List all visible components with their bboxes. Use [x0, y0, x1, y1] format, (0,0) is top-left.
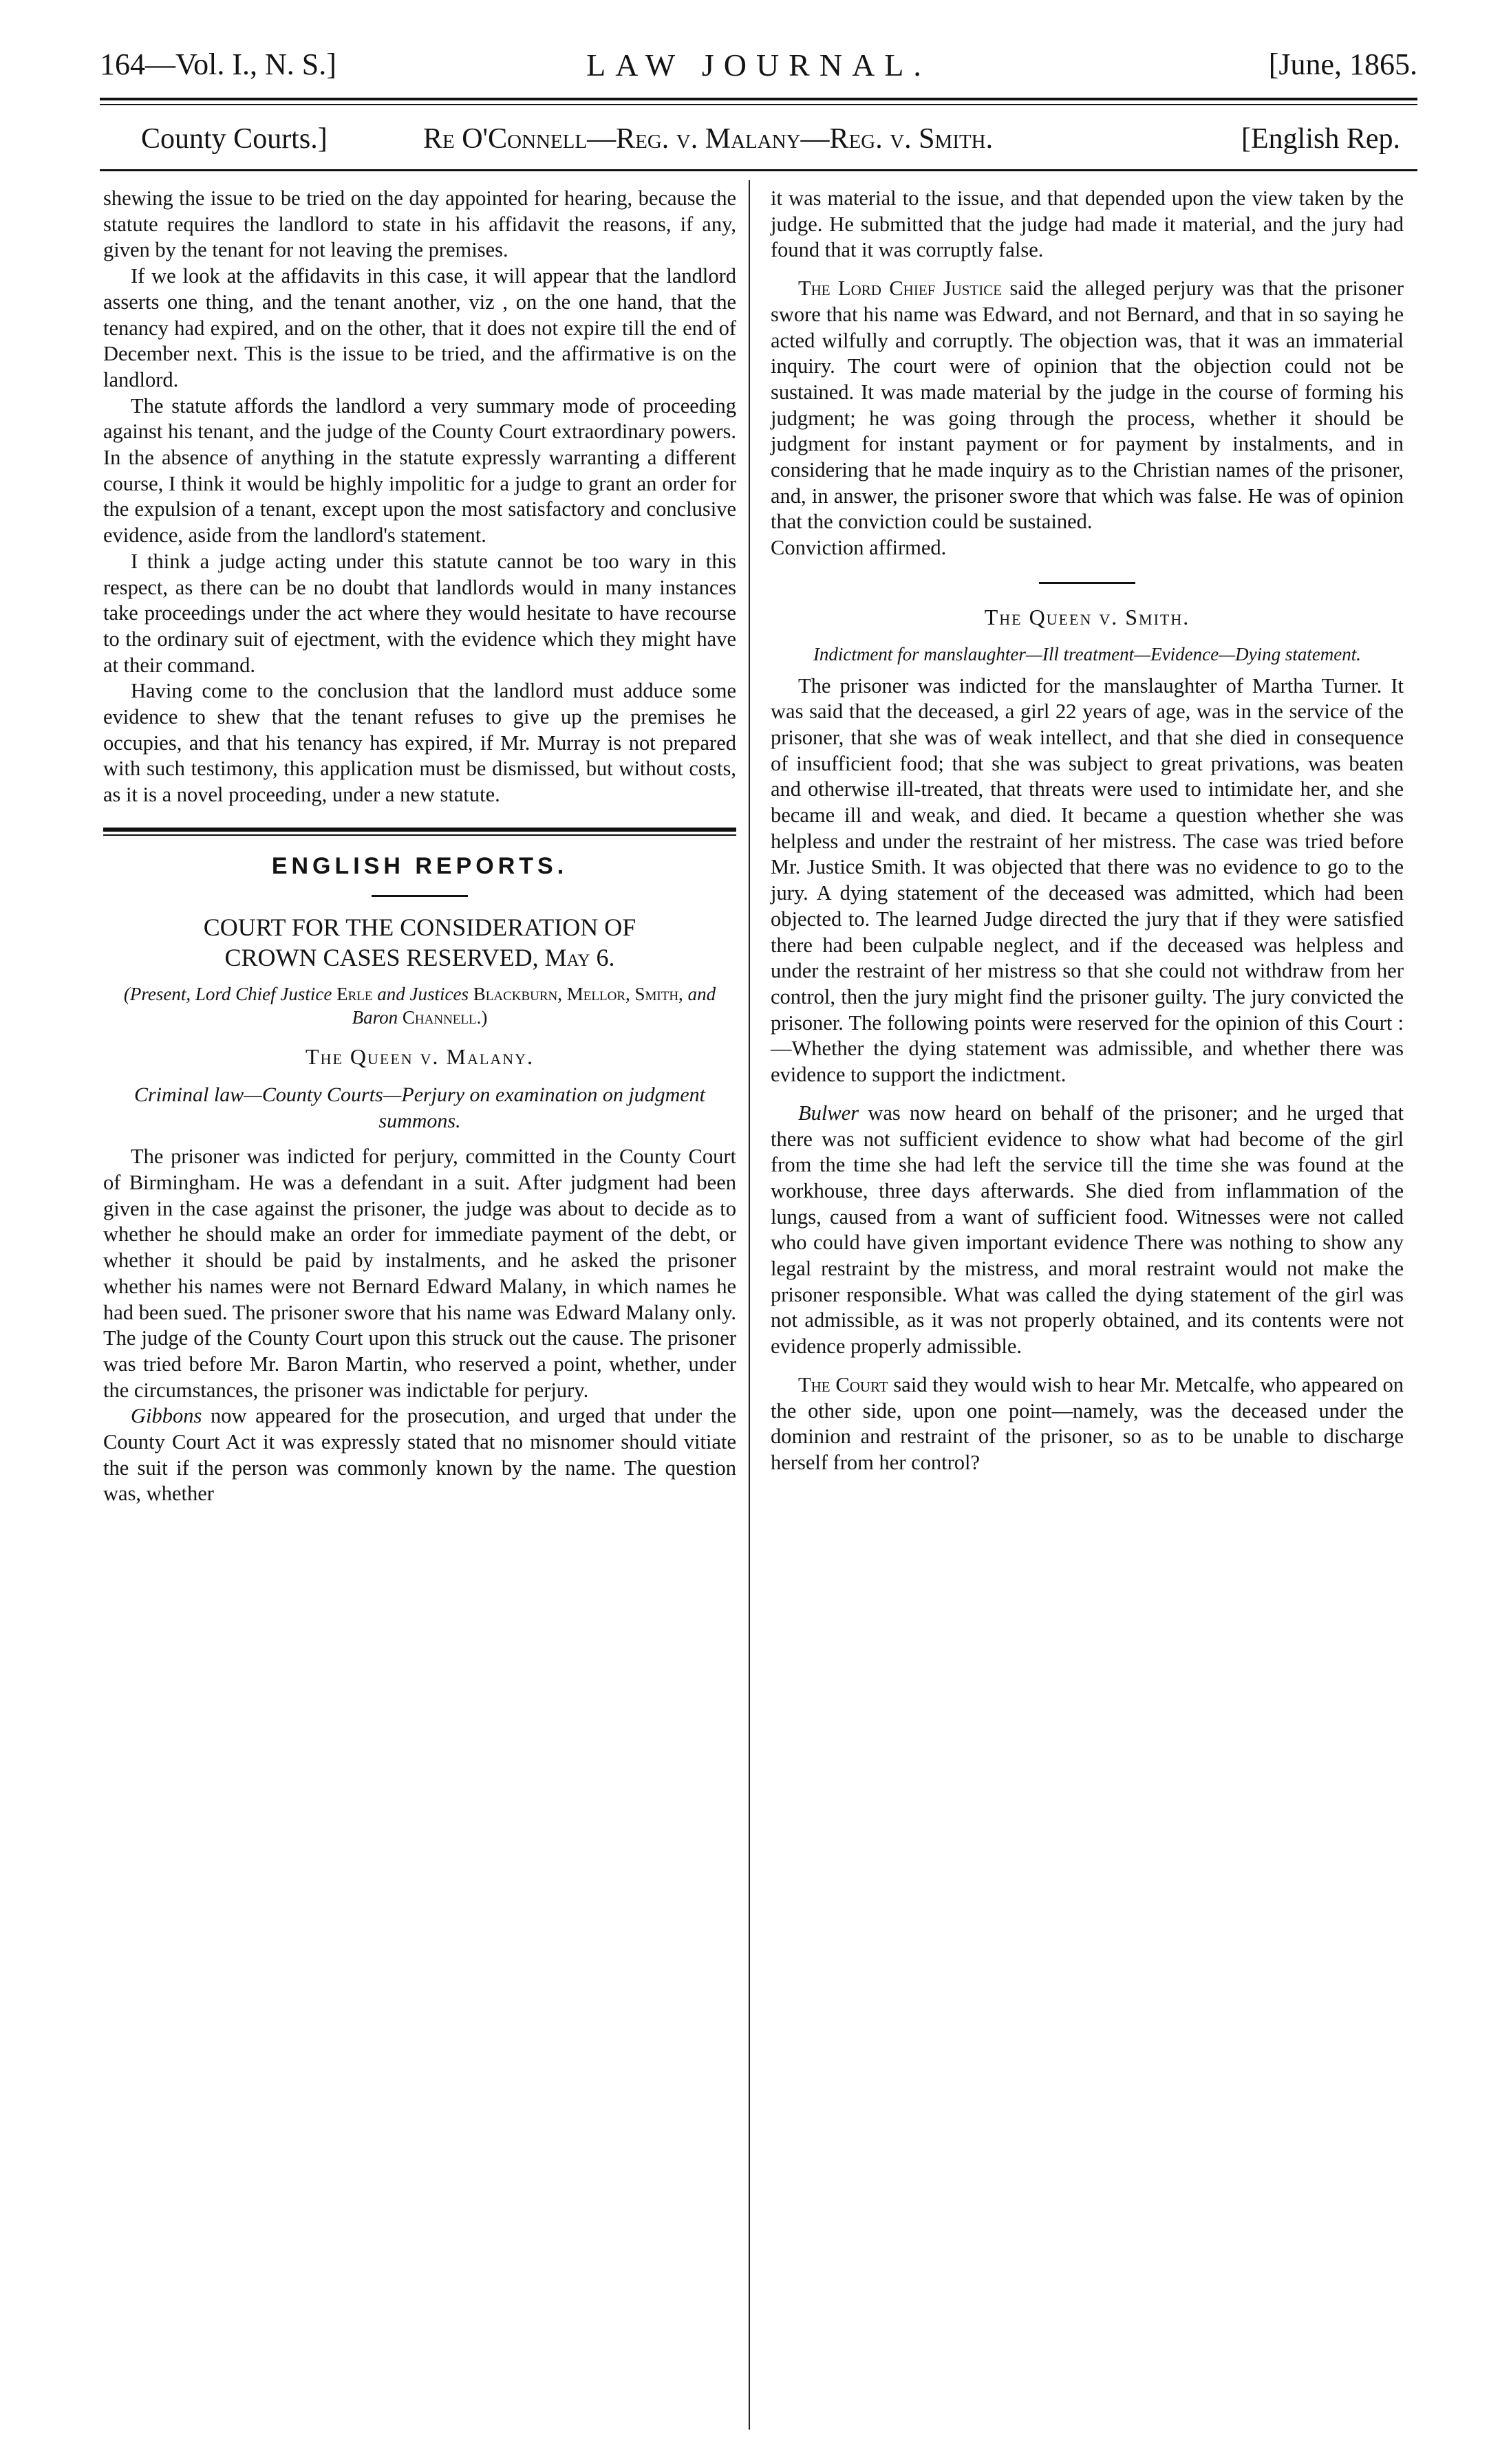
- paragraph: [771, 1372, 1404, 1476]
- court-heading-text: CROWN CASES RESERVED,: [224, 943, 539, 971]
- header-double-rule: [100, 98, 1417, 105]
- paragraph-text: now appeared for the prosecution, and urged that under the County Court Act it was expressly stated that no misnomer should vitiate the suit if the person was commonly known by the name. The question was, whether: [103, 1404, 736, 1506]
- paragraph: If we look at the affidavits in this case, it will appear that the landlord asserts one thing, and the tenant another, viz , on the one hand, that the tenancy had expired, and on the other, that it does not expire till the end of December next. This is the issue to be tried, and the affirmative is on the landlord.: [103, 264, 736, 391]
- present-title: Lord Chief Justice: [195, 983, 332, 1004]
- catchwords: Indictment for manslaughter—Ill treatment—Evidence—Dying statement.: [813, 643, 1362, 664]
- paragraph: [771, 276, 1404, 535]
- paragraph: Conviction affirmed.: [771, 536, 947, 560]
- short-rule: [1039, 582, 1135, 584]
- column-divider: [749, 180, 750, 2430]
- paragraph: The prisoner was indicted for the manslaughter of Martha Turner. It was said that the deceased, a girl 22 years of age, was in the service of the prisoner, that she was of weak intellect, and that she died in consequence of insufficient food; that she was subject to great privations, was beaten and otherwise ill-treated, that threats were used to intimidate her, and she became ill and weak, and died. It became a question whether she was helpless and under the restraint of her mistress. The case was tried before Mr. Justice Smith. It was objected that there was no evidence to go to the jury. A dying statement of the deceased was admitted, which had been objected to. The learned Judge directed the jury that if they were satisfied there had been culpable neglect, and if the deceased was helpless and under the restraint of her mistress so that she could not withdraw from her control, then the jury might find the prisoner guilty. The jury convicted the prisoner. The following points were reserved for the opinion of this Court :—Whether the dying statement was admissible, and whether there was evidence to support the indictment.: [771, 673, 1404, 1087]
- right-column: [771, 186, 1404, 1476]
- present-label: (Present,: [123, 983, 191, 1004]
- paragraph: [103, 1403, 736, 1507]
- present-judges: [117, 982, 722, 1029]
- section-subheader: [100, 122, 1417, 164]
- left-column: [103, 186, 736, 1507]
- paragraph: I think a judge acting under this statute cannot be too wary in this respect, as there can be no doubt that landlords would in many instances take proceedings under the act where they would hesitate to have recourse to the ordinary suit of ejectment, with the evidence which they might have at their command.: [103, 549, 736, 677]
- counsel-name: Bulwer: [798, 1101, 859, 1125]
- english-reports-banner: ENGLISH REPORTS.: [271, 852, 568, 879]
- case-names-header: Re O'Connell—Reg. v. Malany—Reg. v. Smith.: [423, 123, 994, 155]
- short-rule: [372, 895, 468, 897]
- running-head: [100, 47, 1417, 95]
- issue-date: [June, 1865.: [1268, 47, 1417, 81]
- court-heading: [103, 912, 736, 973]
- present-connector: and: [687, 983, 716, 1004]
- paragraph-text: said the alleged perjury was that the prisoner swore that his name was Edward, and not Bernard, and that in so saying he acted wilfully and corruptly. The objection was, that it was an immaterial inquiry. The court were of opinion that the objection could not be sustained. It was made material by the judge in the course of forming his judgment; he was going through the process, whether it should be judgment for instant payment or for payment by instalments, and in considering that he made inquiry as to the Christian names of the prisoner, and, in answer, the prisoner swore that which was false. He was of opinion that the conviction could be sustained.: [771, 277, 1404, 534]
- subheader-rule: [100, 169, 1417, 171]
- paragraph: The prisoner was indicted for perjury, committed in the County Court of Birmingham. He was a defendant in a suit. After judgment had been given in the case against the prisoner, the judge was about to decide as to whether he should make an order for immediate payment of the debt, or whether it should be paid by instalments, and he asked the prisoner whether his names were not Bernard Edward Malany, in which names he had been sued. The prisoner swore that his name was Edward Malany only. The judge of the County Court upon this struck out the cause. The prisoner was tried before Mr. Baron Martin, who reserved a point, whether, under the circumstances, the prisoner was indictable for perjury.: [103, 1145, 736, 1402]
- court-heading-line: [103, 942, 736, 973]
- journal-title: LAW JOURNAL.: [586, 47, 931, 83]
- speaker-name: The Court: [798, 1372, 888, 1396]
- catchwords: Criminal law—County Courts—Perjury on examination on judgment summons.: [134, 1083, 705, 1133]
- speaker-name: The Lord Chief Justice: [798, 277, 1003, 301]
- judge-names: Blackburn, Mellor, Smith,: [473, 983, 683, 1004]
- present-connector: and Justices: [377, 983, 469, 1004]
- case-title: The Queen v. Smith.: [984, 604, 1190, 629]
- paragraph: shewing the issue to be tried on the day appointed for hearing, because the statute requires the landlord to state in his affidavit the reasons, if any, given by the tenant for not leaving the premises.: [103, 186, 736, 262]
- judge-name: Channell.): [402, 1006, 488, 1028]
- report-type-label: [English Rep.: [1241, 123, 1400, 155]
- section-court-label: County Courts.]: [141, 123, 328, 155]
- court-heading-line: COURT FOR THE CONSIDERATION OF: [203, 913, 636, 941]
- case-title: The Queen v. Malany.: [306, 1044, 534, 1069]
- section-thick-rule: [103, 828, 736, 836]
- present-title: Baron: [352, 1006, 398, 1028]
- paragraph-text: said they would wish to hear Mr. Metcalfe, who appeared on the other side, upon one point—namely, was the deceased under the dominion and restraint of the prisoner, so as to be unable to discharge herself from her control?: [771, 1372, 1404, 1474]
- paragraph: it was material to the issue, and that depended upon the view taken by the judge. He submitted that the judge had made it material, and the jury had found that it was corruptly false.: [771, 186, 1404, 262]
- judge-name: Erle: [336, 983, 373, 1004]
- paragraph-text: was now heard on behalf of the prisoner; and he urged that there was not sufficient evidence to show what had become of the girl from the time she had left the service till the time she was found at the workhouse, three days afterwards. She died from inflammation of the lungs, caused from a want of sufficient food. Witnesses were not called who could have given important evidence There was nothing to show any legal restraint by the mistress, and moral restraint would not make the prisoner responsible. What was called the dying statement of the girl was not admissible, as it was not properly obtained, and its contents were not evidence properly admissible.: [771, 1101, 1404, 1359]
- paragraph: [771, 1101, 1404, 1360]
- counsel-name: Gibbons: [131, 1404, 202, 1428]
- paragraph: Having come to the conclusion that the landlord must adduce some evidence to shew that the tenant refuses to give up the premises he occupies, and that his tenancy has expired, if Mr. Murray is not prepared with such testimony, this application must be dismissed, but without costs, as it is a novel proceeding, under a new statute.: [103, 679, 736, 807]
- court-heading-date: May 6.: [544, 943, 615, 971]
- volume-reference: 164—Vol. I., N. S.]: [100, 47, 336, 81]
- paragraph: The statute affords the landlord a very summary mode of proceeding against his tenant, and the judge of the County Court extraordinary powers. In the absence of anything in the statute expressly warranting a different course, I think it would be highly impolitic for a judge to grant an order for the expulsion of a tenant, except upon the most satisfactory and conclusive evidence, aside from the landlord's statement.: [103, 393, 736, 548]
